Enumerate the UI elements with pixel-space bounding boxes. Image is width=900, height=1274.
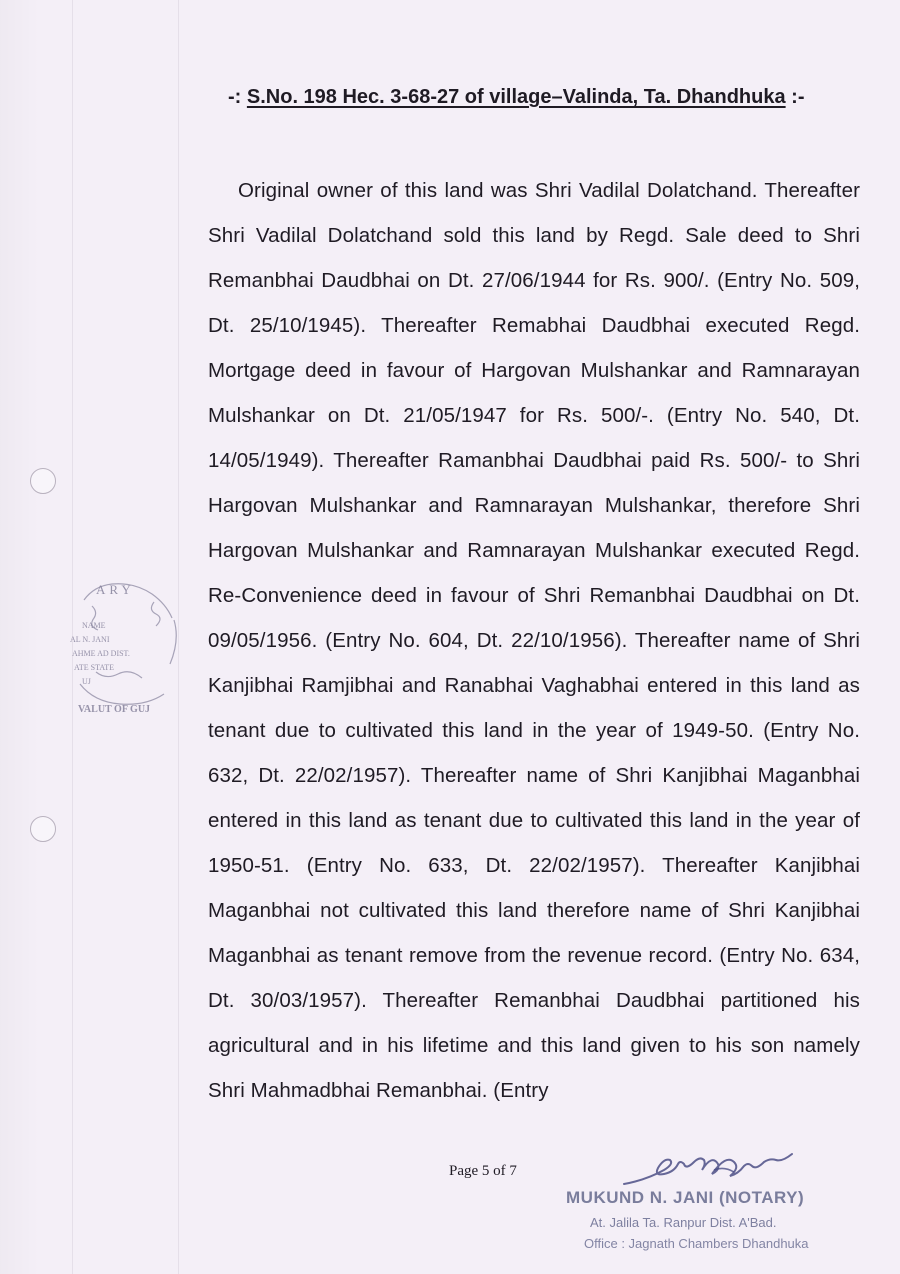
notary-name: MUKUND N. JANI (NOTARY) (566, 1188, 805, 1207)
seal-text-line: ATE STATE (74, 663, 115, 672)
signature-icon (618, 1140, 818, 1192)
heading-suffix: :- (785, 86, 805, 108)
heading-prefix: -: (228, 86, 247, 108)
seal-bottom-text: VALUT OF GUJ (78, 704, 151, 715)
notary-seal-icon (62, 572, 187, 722)
seal-text-line: NAME (82, 621, 106, 630)
notary-stamp (556, 1140, 856, 1274)
punch-hole (30, 816, 56, 842)
notary-office: Office : Jagnath Chambers Dhandhuka (584, 1236, 809, 1251)
heading-title: S.No. 198 Hec. 3-68-27 of village–Valinda, Ta. Dhandhuka (246, 86, 786, 108)
seal-top-text: ARY (96, 582, 135, 597)
seal-text-line: UJ (82, 677, 91, 686)
body-paragraph: Original owner of this land was Shri Vadilal Dolatchand. Thereafter Shri Vadilal Dolatchand sold this land by Regd. Sale deed to Shri Remanbhai Daudbhai on Dt. 27/06/1944 for Rs. 900/. (Entry No. 509, Dt. 25/10/1945). Thereafter Remabhai Daudbhai executed Regd. Mortgage deed in favour of Hargovan Mulshankar and Ramnarayan Mulshankar on Dt. 21/05/1947 for Rs. 500/-. (Entry No. 540, Dt. 14/05/1949). Thereafter Ramanbhai Daudbhai paid Rs. 500/- to Shri Hargovan Mulshankar and Ramnarayan Mulshankar, therefore Shri Hargovan Mulshankar and Ramnarayan Mulshankar executed Regd. Re-Convenience deed in favour of Shri Remanbhai Daudbhai on Dt. 09/05/1956. (Entry No. 604, Dt. 22/10/1956). Thereafter name of Shri Kanjibhai Ramjibhai and Ranabhai Vaghabhai entered in this land as tenant due to cultivated this land in the year of 1949-50. (Entry No. 632, Dt. 22/02/1957). Thereafter name of Shri Kanjibhai Maganbhai entered in this land as tenant due to cultivated this land in the year of 1950-51. (Entry No. 633, Dt. 22/02/1957). Thereafter Kanjibhai Maganbhai not cultivated this land therefore name of Shri Kanjibhai Maganbhai as tenant remove from the revenue record. (Entry No. 634, Dt. 30/03/1957). Thereafter Remanbhai Daudbhai partitioned his agricultural and in his lifetime and this land given to his son namely Shri Mahmadbhai Remanbhai. (Entry (208, 179, 860, 1102)
section-heading (228, 86, 868, 109)
seal-text-line: AHME AD DIST. (72, 649, 130, 658)
notary-address: At. Jalila Ta. Ranpur Dist. A'Bad. (590, 1215, 777, 1230)
seal-text-line: AL N. JANI (70, 635, 110, 644)
punch-hole (30, 468, 56, 494)
page-number: Page 5 of 7 (449, 1163, 517, 1179)
